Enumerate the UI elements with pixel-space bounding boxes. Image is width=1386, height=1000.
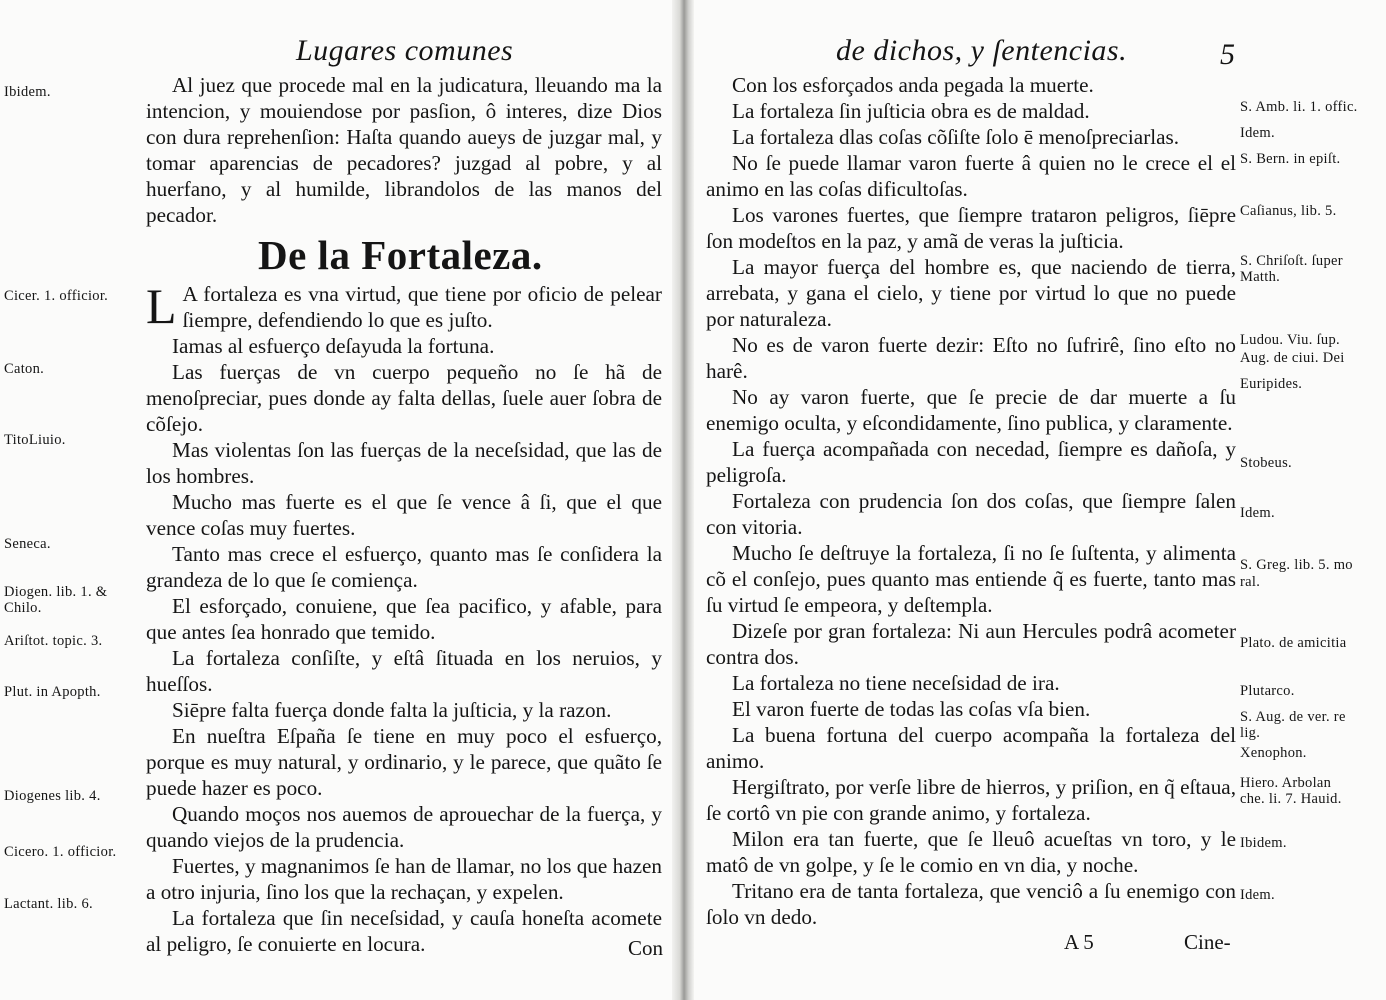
paragraph: Dizeſe por gran fortaleza: Ni aun Hercules podrâ acometer contra dos.: [706, 619, 1236, 669]
margin-note: TitoLiuio.: [4, 432, 66, 448]
paragraph: Tritano era de tanta fortaleza, que venciô a ſu enemigo con ſolo vn dedo.: [706, 879, 1236, 929]
paragraph: La fortaleza ſin juſticia obra es de maldad.: [732, 99, 1090, 123]
margin-note: lig.: [1240, 725, 1261, 741]
right-page: [688, 0, 1386, 1000]
paragraph: Iamas al esfuerço deſayuda la fortuna.: [172, 334, 495, 358]
margin-note: Matth.: [1240, 269, 1281, 285]
paragraph: Mucho ſe deſtruye la fortaleza, ſi no ſe ſuſtenta, y alimenta cõ el conſejo, pues quanto mas entiende q̃ es fuerte, tanto mas ſu virtud ſe empeora, y deſtempla.: [706, 541, 1236, 617]
paragraph: No es de varon fuerte dezir: Eſto no ſufrirê, ſino eſto no harê.: [706, 333, 1236, 383]
drop-cap-initial: L: [146, 278, 177, 334]
margin-note: che. li. 7. Hauid.: [1240, 791, 1342, 807]
right-text-block: [706, 72, 1236, 930]
margin-note: Diogenes lib. 4.: [4, 788, 101, 804]
paragraph: Las fuerças de vn cuerpo pequeño no ſe hã de menoſpreciar, pues donde ay falta dellas, ſuele auer ſobra de cõſejo.: [146, 360, 662, 436]
margin-note: Ibidem.: [1240, 835, 1287, 851]
paragraph: Milon era tan fuerte, que ſe lleuô acueſtas vn toro, y le matô de vn golpe, y ſe le comio en vn dia, y noche.: [706, 827, 1236, 877]
margin-note: Idem.: [1240, 125, 1275, 141]
margin-note: Idem.: [1240, 887, 1275, 903]
margin-note: Aug. de ciui. Dei: [1240, 350, 1345, 366]
margin-note: Lactant. lib. 6.: [4, 896, 93, 912]
margin-note: Cicer. 1. officior.: [4, 288, 109, 304]
first-paragraph-text: A fortaleza es vna virtud, que tiene por oficio de pelear ſiempre, defendiendo lo que es juſto.: [182, 282, 662, 332]
paragraph: Los varones fuertes, que ſiempre trataron peligros, ſiēpre ſon modeſtos en la paz, y amã de veras la juſticia.: [706, 203, 1236, 253]
signature-mark: A 5: [1064, 930, 1094, 954]
section-title: De la Fortaleza.: [258, 232, 543, 278]
paragraph: La fuerça acompañada con necedad, ſiempre es dañoſa, y peligroſa.: [706, 437, 1236, 487]
left-text-block: [146, 72, 662, 957]
paragraph: Al juez que procede mal en la judicatura, lleuando ma la intencion, y mouiendose por pasſion, ô interes, dize Dios con dura reprehenſion: Haſta quando aueys de juzgar mal, y tomar aparencias de pecadores? juzgad al pobre, y al huerfano, y al humilde, librandolos de las manos del pecador.: [146, 73, 662, 227]
paragraph: Con los esforçados anda pegada la muerte.: [732, 73, 1094, 97]
paragraph: Fuertes, y magnanimos ſe han de llamar, no los que hazen a otro injuria, ſino los que la rechaçan, y expelen.: [146, 854, 662, 904]
margin-note: S. Greg. lib. 5. mo: [1240, 557, 1353, 573]
paragraph: Mucho mas fuerte es el que ſe vence â ſi, que el que vence coſas muy fuertes.: [146, 490, 662, 540]
margin-note: Euripides.: [1240, 376, 1303, 392]
margin-note: S. Aug. de ver. re: [1240, 709, 1346, 725]
paragraph: La fortaleza no tiene neceſsidad de ira.: [732, 671, 1060, 695]
margin-note: S. Amb. li. 1. offic.: [1240, 99, 1358, 115]
paragraph: Hergiſtrato, por verſe libre de hierros, y priſion, en q̃ eſtaua, ſe cortô vn pie con grande animo, y fortaleza.: [706, 775, 1236, 825]
paragraph: Quando moços nos auemos de aprouechar de la fuerça, y quando viejos de la prudencia.: [146, 802, 662, 852]
paragraph: Fortaleza con prudencia ſon dos coſas, que ſiempre ſalen con vitoria.: [706, 489, 1236, 539]
margin-note: Plato. de amicitia: [1240, 635, 1347, 651]
margin-note: Caſianus, lib. 5.: [1240, 203, 1337, 219]
margin-note: Idem.: [1240, 505, 1275, 521]
margin-note: Xenophon.: [1240, 745, 1307, 761]
margin-note: Seneca.: [4, 536, 51, 552]
paragraph: En nueſtra Eſpaña ſe tiene en muy poco el esfuerço, porque es muy natural, y ordinario, y le parece, que quãto ſe puede hazer es poco.: [146, 724, 662, 800]
paragraph: Tanto mas crece el esfuerço, quanto mas ſe conſidera la grandeza de lo que ſe comiença.: [146, 542, 662, 592]
right-running-head: de dichos, y ſentencias.: [836, 34, 1128, 67]
margin-note: Plutarco.: [1240, 683, 1295, 699]
margin-note: Diogen. lib. 1. &: [4, 584, 108, 600]
margin-note: Ibidem.: [4, 84, 51, 100]
left-running-head: Lugares comunes: [296, 34, 514, 67]
margin-note: Ariſtot. topic. 3.: [4, 633, 103, 649]
catchword: Con: [628, 936, 664, 960]
margin-note: S. Bern. in epiſt.: [1240, 151, 1341, 167]
paragraph: Siēpre falta fuerça donde falta la juſticia, y la razon.: [172, 698, 612, 722]
paragraph: No ſe puede llamar varon fuerte â quien no le crece el el animo en las coſas dificultoſas.: [706, 151, 1236, 201]
margin-note: Hiero. Arbolan: [1240, 775, 1332, 791]
paragraph: El esforçado, conuiene, que ſea pacifico, y afable, para que antes ſea honrado que temido.: [146, 594, 662, 644]
paragraph: La fortaleza dlas coſas cõſiſte ſolo ē menoſpreciarlas.: [732, 125, 1180, 149]
margin-note: Cicero. 1. officior.: [4, 844, 117, 860]
paragraph: No ay varon fuerte, que ſe precie de dar muerte a ſu enemigo oculta, y eſcondidamente, ſino publica, y claramente.: [706, 385, 1236, 435]
paragraph: El varon fuerte de todas las coſas vſa bien.: [732, 697, 1091, 721]
left-page: [0, 0, 676, 1000]
first-paragraph: [146, 278, 662, 334]
page-number: 5: [1220, 38, 1235, 71]
paragraph: La buena fortuna del cuerpo acompaña la fortaleza del animo.: [706, 723, 1236, 773]
paragraph: Mas violentas ſon las fuerças de la neceſsidad, que las de los hombres.: [146, 438, 662, 488]
catchword: Cine-: [1184, 930, 1231, 954]
margin-note: Plut. in Apopth.: [4, 684, 101, 700]
margin-note: Stobeus.: [1240, 455, 1292, 471]
paragraph: La mayor fuerça del hombre es, que naciendo de tierra, arrebata, y gana el cielo, y tiene por virtud lo que no puede por naturaleza.: [706, 255, 1236, 331]
paragraph: La fortaleza conſiſte, y eſtâ ſituada en los neruios, y hueſſos.: [146, 646, 662, 696]
paragraph: La fortaleza que ſin neceſsidad, y cauſa honeſta acomete al peligro, ſe conuierte en locura.: [146, 906, 662, 956]
margin-note: Caton.: [4, 361, 45, 377]
margin-note: Chilo.: [4, 600, 42, 616]
margin-note: S. Chriſoſt. ſuper: [1240, 253, 1343, 269]
margin-note: Ludou. Viu. ſup.: [1240, 332, 1340, 348]
margin-note: ral.: [1240, 574, 1261, 590]
